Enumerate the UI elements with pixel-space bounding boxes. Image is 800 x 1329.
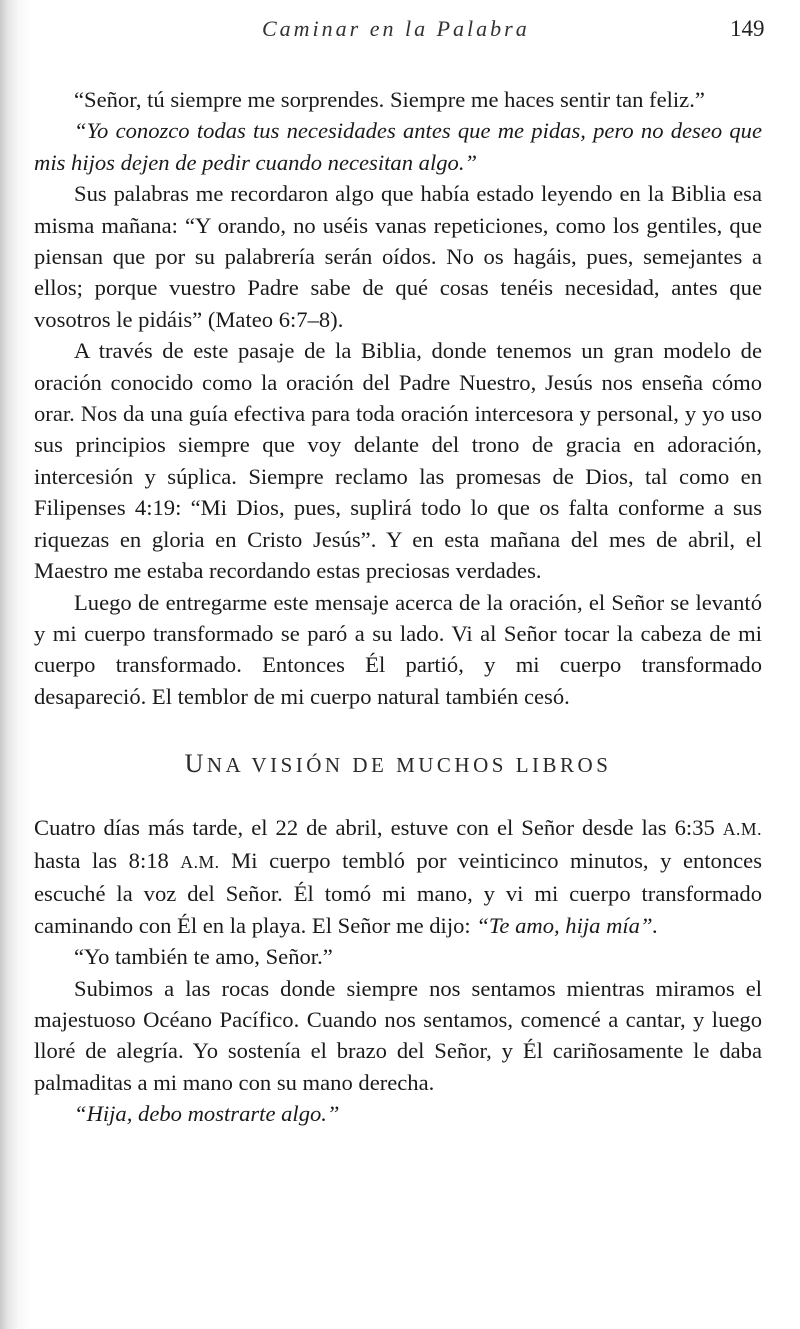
paragraph-8: Subimos a las rocas donde siempre nos sentamos mientras miramos el majestuoso Océano Pacífico. Cuando nos sentamos, comencé a cantar, y luego lloré de alegría. Yo sostenía el brazo del Señor, y Él cariñosamente le daba palmaditas a mi mano con su mano derecha. xyxy=(34,975,762,1095)
page-number: 149 xyxy=(730,16,765,41)
paragraph-3: Sus palabras me recordaron algo que había estado leyendo en la Biblia esa misma mañana: “Y orando, no uséis vanas repeticiones, como los gentiles, que piensan que por su palabrería serán oídos. No os hagáis, pues, semejantes a ellos; porque vuestro Padre sabe de qué cosas tenéis necesidad, antes que vosotros le pidáis” (Mateo 6:7–8). xyxy=(34,181,762,332)
paragraph-6-part-c: Mi cuerpo tembló por veinticinco minutos, y entonces escuché la voz del Señor. Él tomó mi mano, y vi mi cuerpo transformado caminando con Él en la playa. El Señor me dijo: xyxy=(34,847,762,938)
running-title: Caminar en la Palabra xyxy=(262,16,530,41)
am-label-2: A.M. xyxy=(180,851,220,872)
section-heading xyxy=(34,748,762,781)
section-heading-rest: NA VISIÓN DE MUCHOS LIBROS xyxy=(206,753,612,778)
section-heading-initial: U xyxy=(184,749,207,779)
paragraph-2-italic-quote: “Yo conozco todas tus necesidades antes que me pidas, pero no deseo que mis hijos dejen de pedir cuando necesitan algo.” xyxy=(34,118,762,175)
paragraph-5: Luego de entregarme este mensaje acerca de la oración, el Señor se levantó y mi cuerpo transformado se paró a su lado. Vi al Señor tocar la cabeza de mi cuerpo transformado. Entonces Él partió, y mi cuerpo transformado desapareció. El temblor de mi cuerpo natural también cesó. xyxy=(34,589,762,709)
paragraph-6-part-a: Cuatro días más tarde, el 22 de abril, estuve con el Señor desde las 6:35 xyxy=(34,814,723,840)
paragraph-4: A través de este pasaje de la Biblia, donde tenemos un gran modelo de oración conocido como la oración del Padre Nuestro, Jesús nos enseña cómo orar. Nos da una guía efectiva para toda oración intercesora y personal, y yo uso sus principios siempre que voy delante del trono de gracia en adoración, intercesión y súplica. Siempre reclamo las promesas de Dios, tal como en Filipenses 4:19: “Mi Dios, pues, suplirá todo lo que os falta conforme a sus riquezas en gloria en Cristo Jesús”. Y en esta mañana del mes de abril, el Maestro me estaba recordando estas preciosas verdades. xyxy=(34,338,762,584)
body-text xyxy=(34,84,762,1130)
paragraph-6-part-b: hasta las 8:18 xyxy=(34,847,181,873)
paragraph-9-italic-quote: “Hija, debo mostrarte algo.” xyxy=(74,1101,340,1127)
am-label-1: A.M. xyxy=(722,818,762,839)
page-header xyxy=(0,16,800,52)
paragraph-6-italic-quote: “Te amo, hija mía”. xyxy=(476,912,659,938)
paragraph-7: “Yo también te amo, Señor.” xyxy=(74,944,333,970)
paragraph-6 xyxy=(34,812,762,942)
paragraph-1: “Señor, tú siempre me sorprendes. Siempre me haces sentir tan feliz.” xyxy=(74,87,705,112)
